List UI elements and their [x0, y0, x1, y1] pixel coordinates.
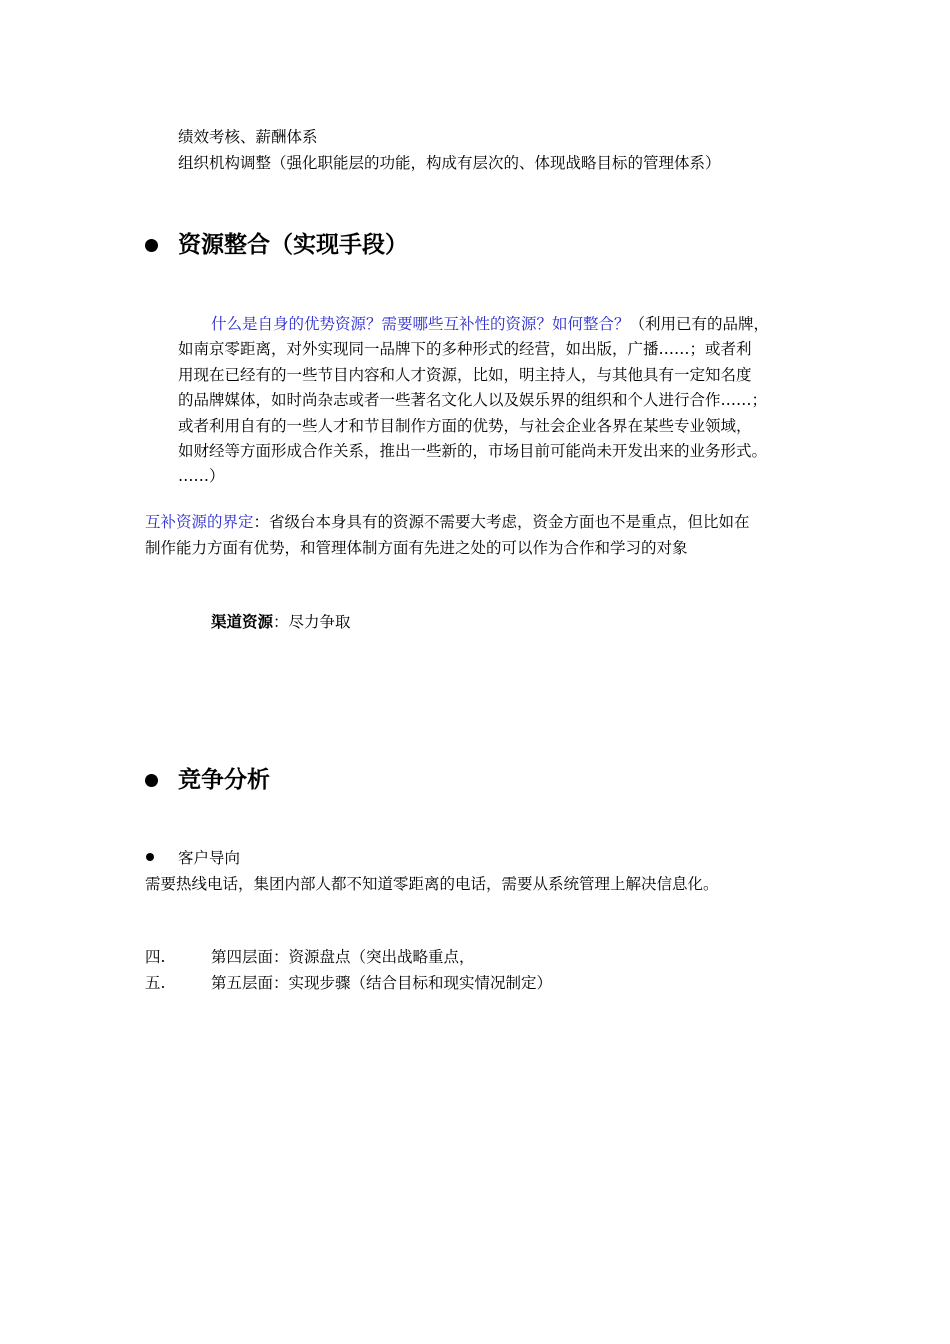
section-heading-text: 竞争分析: [178, 766, 270, 793]
paragraph-line: ……）: [178, 467, 225, 486]
numbered-item-number: 五.: [145, 974, 166, 992]
numbered-item-text: 第五层面：实现步骤（结合目标和现实情况制定）: [211, 974, 553, 992]
paragraph-first-line: [178, 312, 828, 337]
small-bullet-icon: [146, 853, 154, 861]
complement-label: 互补资源的界定: [145, 513, 254, 531]
numbered-item-text: 第四层面：资源盘点（突出战略重点，: [211, 948, 475, 966]
channel-text: ：尽力争取: [273, 613, 351, 631]
text-line: 组织机构调整（强化职能层的功能，构成有层次的、体现战略目标的管理体系）: [178, 154, 721, 172]
paragraph-line: 如财经等方面形成合作关系，推出一些新的，市场目前可能尚未开发出来的业务形式。: [178, 442, 768, 461]
complement-line: [145, 512, 750, 532]
paragraph-line: 如南京零距离，对外实现同一品牌下的多种形式的经营，如出版，广播……；或者利: [178, 340, 752, 359]
numbered-item-number: 四.: [145, 948, 166, 966]
question-text: 什么是自身的优势资源？需要哪些互补性的资源？如何整合？: [211, 315, 630, 333]
channel-line: [211, 612, 351, 632]
question-rest-text: （利用已有的品牌，: [629, 315, 770, 333]
paragraph-line: 用现在已经有的一些节目内容和人才资源，比如，明主持人，与其他具有一定知名度: [178, 365, 752, 384]
complement-line-2: 制作能力方面有优势，和管理体制方面有先进之处的可以作为合作和学习的对象: [145, 539, 688, 557]
section-heading-competition: [145, 765, 270, 795]
section-heading-text: 资源整合（实现手段）: [178, 231, 408, 258]
resource-paragraph: [178, 312, 828, 490]
bullet-text: 需要热线电话，集团内部人都不知道零距离的电话，需要从系统管理上解决信息化。: [145, 875, 719, 893]
text-line: 绩效考核、薪酬体系: [178, 128, 318, 146]
paragraph-line: 或者利用自有的一些人才和节目制作方面的优势，与社会企业各界在某些专业领域，: [178, 416, 752, 435]
bullet-icon: [145, 774, 158, 787]
complement-text: ：省级台本身具有的资源不需要大考虑，资金方面也不是重点，但比如在: [253, 513, 750, 531]
channel-label: 渠道资源: [211, 612, 274, 631]
bullet-item: 客户导向: [178, 849, 241, 867]
section-heading-resource: [145, 230, 408, 260]
paragraph-line: 的品牌媒体，如时尚杂志或者一些著名文化人以及娱乐界的组织和个人进行合作……；: [178, 391, 768, 410]
bullet-icon: [145, 239, 158, 252]
